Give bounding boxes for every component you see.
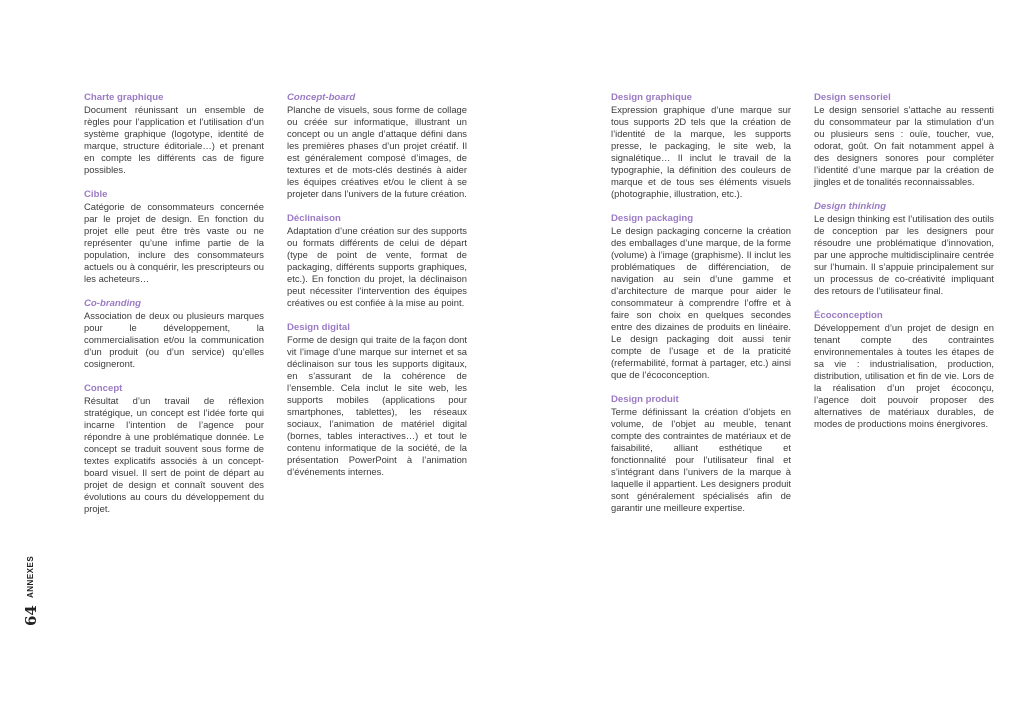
glossary-definition: Terme définissant la création d’objets en volume, de l’objet au meuble, tenant compte des contraintes de matériaux et de faisabilité, alliant esthétique et fonctionnalité pour l’utilisateur final et s’intégrant dans l’univers de la marque à laquelle il appartient. Les designers produit sont généralement spécialisés afin de garantir une meilleure expertise.: [611, 406, 791, 513]
glossary-entry: [611, 394, 791, 514]
glossary-term: Concept-board: [287, 92, 356, 103]
glossary-term: Design thinking: [814, 201, 886, 212]
page-number: 64: [22, 605, 40, 626]
glossary-term: Déclinaison: [287, 213, 341, 224]
glossary-definition: Expression graphique d’une marque sur tous supports 2D tels que la création de l’identité de la marque, les supports presse, le packaging, le site web, la signalétique… Il inclut le travail de la typographie, la définition des couleurs de marque et de tous ses éléments visuels (photographie, illustration, etc.).: [611, 104, 791, 199]
glossary-column-4: [814, 92, 994, 443]
glossary-entry: [287, 322, 467, 478]
glossary-definition: Planche de visuels, sous forme de collage ou créée sur informatique, illustrant un concept ou un angle d’attaque défini dans les premières phases d’un projet créatif. Il est généralement composé d’images, de textures et de mots-clés destinés à aider les équipes créatives et/ou le client à se projeter dans l’univers de la future création.: [287, 104, 467, 199]
glossary-entry: [814, 92, 994, 188]
glossary-term: Concept: [84, 383, 123, 394]
glossary-entry: [287, 92, 467, 200]
glossary-entry: [84, 189, 264, 285]
glossary-definition: Forme de design qui traite de la façon dont vit l’image d’une marque sur internet et sa déclinaison sur tous les supports digitaux, en s’assurant de la cohérence de l’ensemble. Cela inclut le site web, les supports mobiles (applications pour smartphones, tablettes), les réseaux sociaux, l’animation de matériel digital (bornes, tables interactives…) et tout le contenu informatique de la société, de la présentation PowerPoint à l’animation d’événements internes.: [287, 334, 467, 477]
glossary-entry: [611, 213, 791, 381]
glossary-term: Design sensoriel: [814, 92, 891, 103]
glossary-term: Design produit: [611, 394, 679, 405]
glossary-entry: [814, 310, 994, 430]
glossary-entry: [287, 213, 467, 309]
glossary-column-1: [84, 92, 264, 528]
glossary-entry: [611, 92, 791, 200]
glossary-term: Cible: [84, 189, 108, 200]
section-title: ANNEXES: [26, 555, 35, 598]
glossary-column-3: [611, 92, 791, 527]
glossary-entry: [814, 201, 994, 297]
glossary-column-2: [287, 92, 467, 491]
glossary-term: Design packaging: [611, 213, 694, 224]
glossary-term: Design digital: [287, 322, 350, 333]
glossary-term: Design graphique: [611, 92, 693, 103]
glossary-entry: [84, 298, 264, 370]
glossary-definition: Catégorie de consommateurs concernée par le projet de design. En fonction du projet elle peut être très vaste ou ne représenter qu’une infime partie de la population, inclure des consommateurs actuels ou à conquérir, les prescripteurs ou les acheteurs…: [84, 201, 264, 284]
glossary-definition: Le design thinking est l’utilisation des outils de conception par les designers pour résoudre une problématique d’innovation, par une approche multidisciplinaire centrée sur l’humain. Il s’appuie principalement sur un processus de co-créativité impliquant des retours de l’utilisateur final.: [814, 213, 994, 296]
glossary-entry: [84, 92, 264, 176]
glossary-definition: Adaptation d’une création sur des supports ou formats différents de celui de départ (type de point de vente, format de packaging, différents supports graphiques, etc.). En fonction du projet, la déclinaison peut nécessiter l’intervention des équipes créatives ou est confiée à la mise au point.: [287, 225, 467, 308]
page-label: [20, 548, 50, 638]
glossary-definition: Le design sensoriel s’attache au ressenti du consommateur par la stimulation d’un ou plusieurs sens : ouïe, toucher, vue, odorat, goût. On fait notamment appel à des designers sonores pour compléter l’identité d’une marque par la création de jingles et de tonalités reconnaissables.: [814, 104, 994, 187]
glossary-definition: Développement d’un projet de design en tenant compte des contraintes environnementales à toutes les étapes de sa vie : industrialisation, production, distribution, utilisation et fin de vie. Lors de la réalisation d’un projet écoconçu, l’agence doit pouvoir proposer des alternatives de matériaux durables, de modes de productions moins énergivores.: [814, 322, 994, 429]
glossary-term: Écoconception: [814, 310, 883, 321]
glossary-term: Charte graphique: [84, 92, 164, 103]
glossary-term: Co-branding: [84, 298, 142, 309]
glossary-definition: Résultat d’un travail de réflexion stratégique, un concept est l’idée forte qui incarne l’intention de l’agence pour répondre à une problématique donnée. Le concept se traduit souvent sous forme de textes explicatifs associés à un concept-board visuel. Il sert de point de départ au projet de design et connaît souvent des évolutions au cours du développement du projet.: [84, 395, 264, 514]
glossary-definition: Association de deux ou plusieurs marques pour le développement, la commercialisation et/ou la communication d’un produit (ou d’un service) qu’elles cosigneront.: [84, 310, 264, 369]
glossary-definition: Document réunissant un ensemble de règles pour l’application et l’utilisation d’un système graphique (logotype, identité de marque, structure éditoriale…) et prenant en compte les différents cas de figure possibles.: [84, 104, 264, 175]
glossary-entry: [84, 383, 264, 515]
glossary-definition: Le design packaging concerne la création des emballages d’une marque, de la forme (volume) à l’image (graphisme). Il inclut les problématiques de différenciation, de navigation au sein d’une gamme et d’architecture de marque pour aider le consommateur à comprendre l’offre et à faire son choix en quelques secondes entre des dizaines de produits en linéaire. Le design packaging doit aussi tenir compte de l’usage et de la praticité (refermabilité, format à partager, etc.) ainsi que de l’écoconception.: [611, 225, 791, 380]
